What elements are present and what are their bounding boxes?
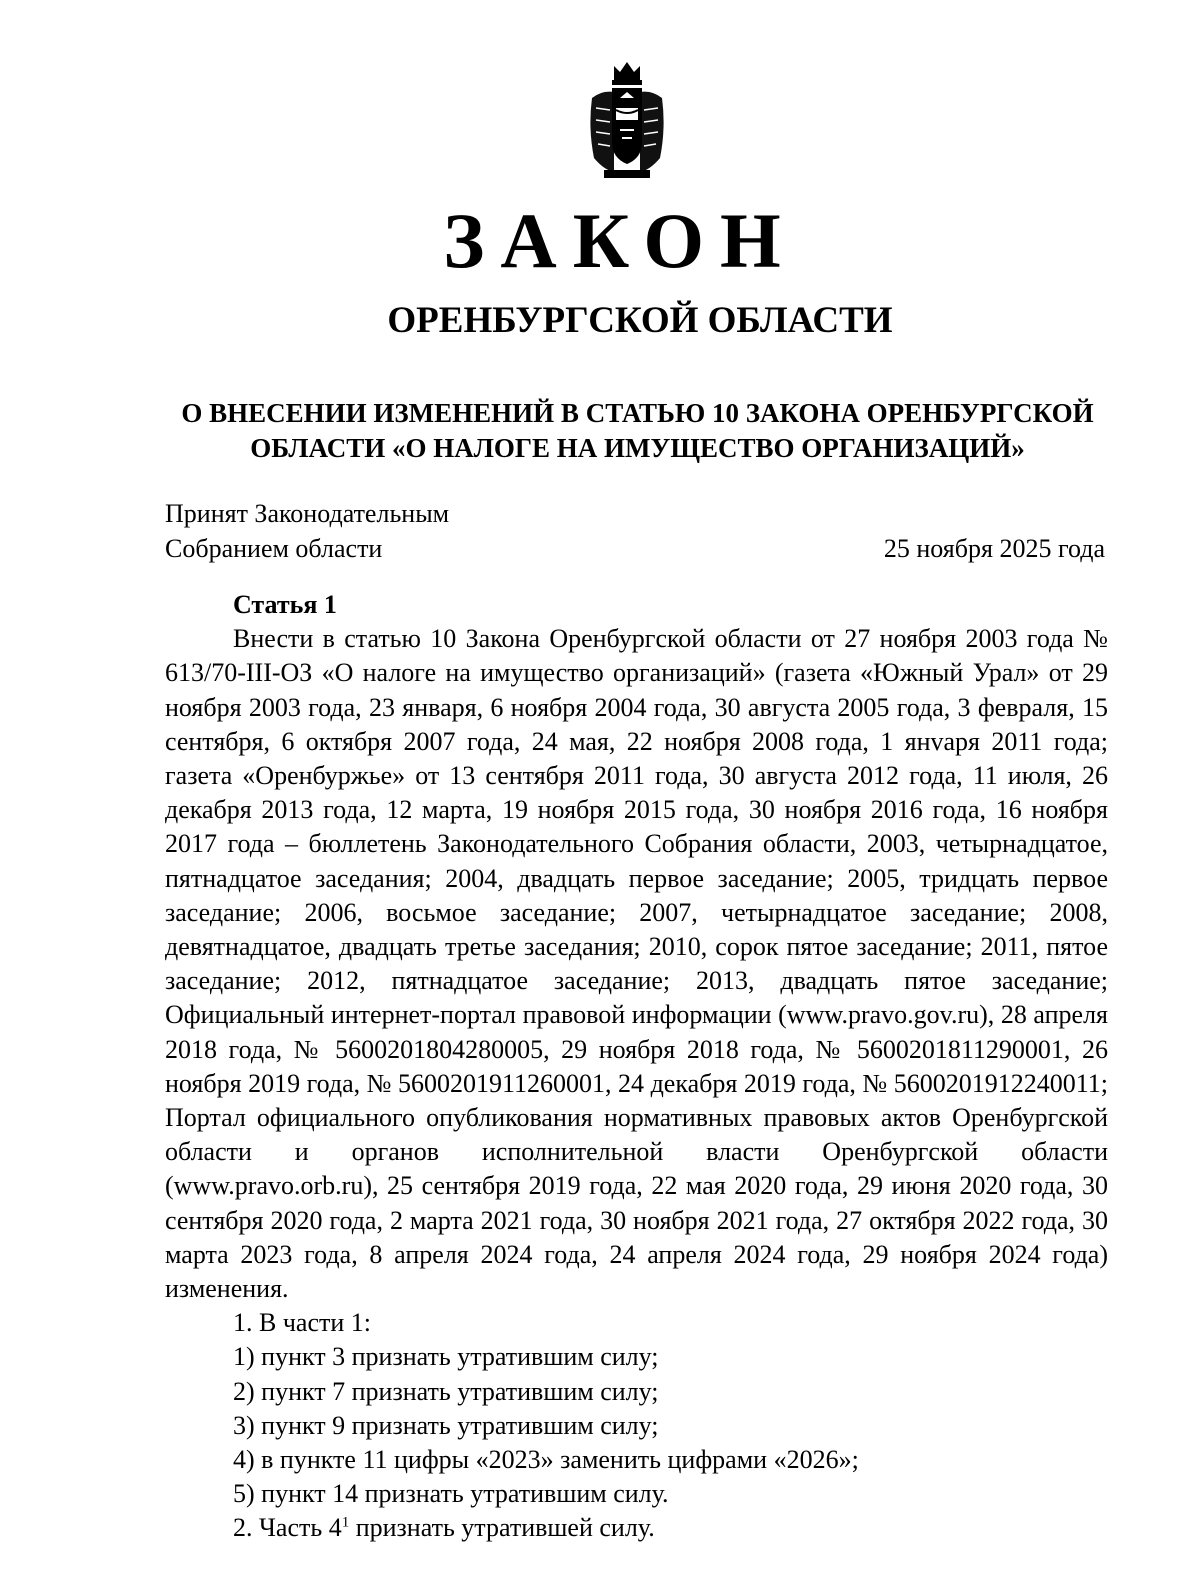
list-item: 1) пункт 3 признать утратившим силу; — [233, 1342, 659, 1372]
law-subject-line-2: ОБЛАСТИ «О НАЛОГЕ НА ИМУЩЕСТВО ОРГАНИЗАЦИЙ» — [250, 433, 1025, 463]
adopted-by-line-2: Собранием области — [165, 534, 383, 563]
part-2-superscript: 1 — [341, 1514, 350, 1531]
article-body: Внести в статью 10 Закона Оренбургской области от 27 ноября 2003 года № 613/70-III-ОЗ «О налоге на имущество организаций» (газета «Южный Урал» от 29 ноября 2003 года, 23 января, 6 ноября 2004 года, 30 августа 2005 года, 3 февраля, 15 сентября, 6 октября 2007 года, 24 мая, 22 ноября 2008 года, 1 янvаря 2011 года; газета «Оренбуржье» от 13 сентября 2011 года, 30 августа 2012 года, 11 июля, 26 декабря 2013 года, 12 марта, 19 ноября 2015 года, 30 ноября 2016 года, 16 ноября 2017 года – бюллетень Законодательного Собрания области, 2003, четырнадцатое, пятнадцатое заседания; 2004, двадцать первое заседание; 2005, тридцать первое заседание; 2006, восьмое заседание; 2007, четырнадцатое заседание; 2008, девятнадцатое, двадцать третье заседания; 2010, сорок пятое заседание; 2011, пятое заседание; 2012, пятнадцатое заседание; 2013, двадцать пятое заседание; Официальный интернет-портал правовой информации (www.pravo.gov.ru), 28 апреля 2018 года, № 5600201804280005, 29 ноября 2018 года, № 5600201811290001, 26 ноября 2019 года, № 5600201911260001, 24 декабря 2019 года, № 5600201912240011; Портал официального опубликования нормативных правовых актов Оренбургской области и органов исполнительной власти Оренбургской области (www.pravo.orb.ru), 25 сентября 2019 года, 22 мая 2020 года, 29 июня 2020 года, 30 сентября 2020 года, 2 марта 2021 года, 30 ноября 2021 года, 27 октября 2022 года, 30 марта 2023 года, 8 апреля 2024 года, 24 апреля 2024 года, 29 ноября 2024 года) изменения. — [165, 624, 1108, 1304]
law-subject-line-1: О ВНЕСЕНИИ ИЗМЕНЕНИЙ В СТАТЬЮ 10 ЗАКОНА ОРЕНБУРГСКОЙ — [181, 398, 1094, 428]
list-item: 4) в пункте 11 цифры «2023» заменить цифрами «2026»; — [233, 1445, 859, 1475]
part-2 — [165, 1511, 1108, 1545]
document-title: ЗАКОН — [443, 197, 797, 284]
coat-of-arms-icon — [584, 58, 670, 182]
region-title: ОРЕНБУРГСКОЙ ОБЛАСТИ — [387, 300, 893, 341]
part-1-heading: 1. В части 1: — [233, 1308, 371, 1338]
article-heading: Статья 1 — [233, 590, 337, 619]
adoption-date: 25 ноября 2025 года — [883, 534, 1105, 563]
list-item: 5) пункт 14 признать утратившим силу. — [233, 1479, 669, 1509]
part-2-prefix: 2. Часть 4 — [233, 1513, 342, 1543]
adoption-block — [165, 496, 1105, 566]
adopted-by-line-1: Принят Законодательным — [165, 499, 450, 528]
article-1 — [165, 588, 1108, 1546]
list-item: 3) пункт 9 признать утратившим силу; — [233, 1410, 659, 1440]
part-2-suffix: признать утратившей силу. — [349, 1513, 655, 1543]
law-subject — [165, 396, 1110, 466]
list-item: 2) пункт 7 признать утратившим силу; — [233, 1376, 659, 1406]
